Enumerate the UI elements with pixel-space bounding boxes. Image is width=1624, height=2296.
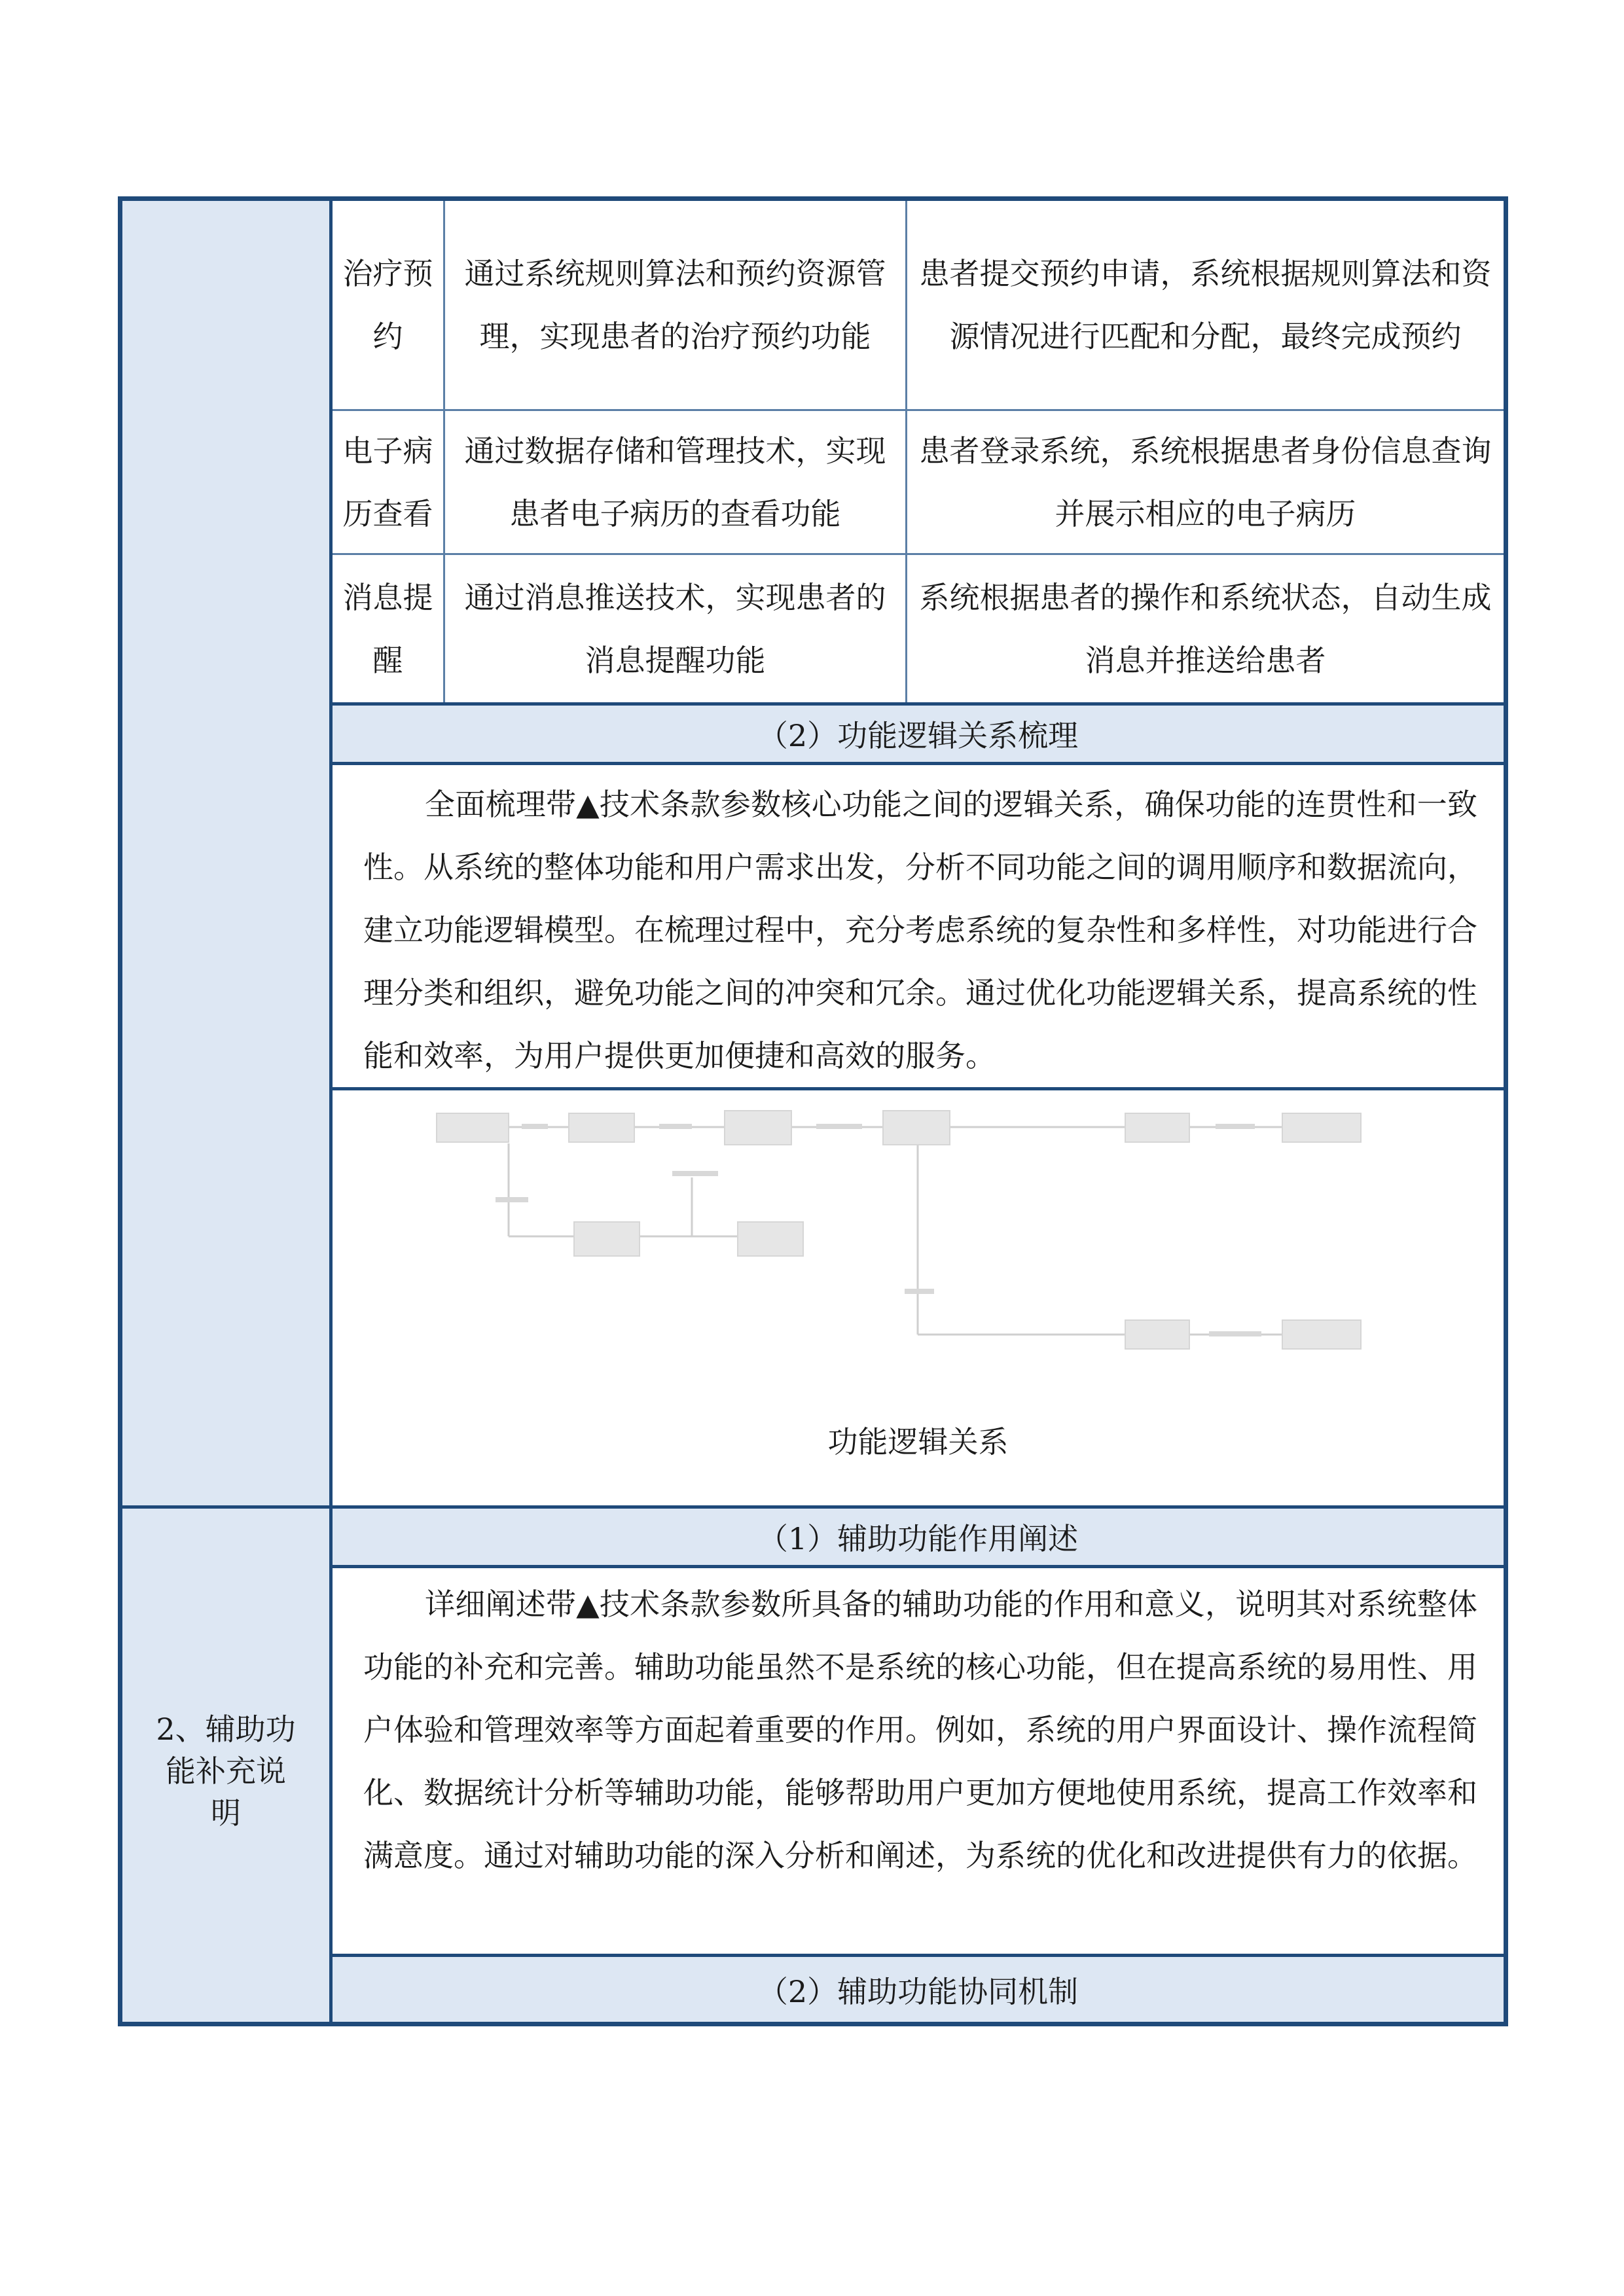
paragraph-logic: 全面梳理带▲技术条款参数核心功能之间的逻辑关系，确保功能的连贯性和一致性。从系统的整体功能和用户需求出发，分析不同功能之间的调用顺序和数据流向，建立功能逻辑模型。在梳理过程中，充分考虑系统的复杂性和多样性，对功能进行合理分类和组织，避免功能之间的冲突和冗余。通过优化功能逻辑关系，提高系统的性能和效率，为用户提供更加便捷和高效的服务。 <box>363 787 1477 1073</box>
section-label: 2、辅助功 能补充说 明 <box>156 1712 296 1831</box>
row-name-cell: 电子病 历查看 <box>342 433 433 531</box>
section-subheading: （1）辅助功能作用阐述 <box>333 1509 1504 1565</box>
diagram-node <box>738 1222 803 1256</box>
diagram-node <box>569 1113 634 1142</box>
row-flow-cell: 患者登录系统，系统根据患者身份信息查询并展示相应的电子病历 <box>919 433 1492 531</box>
section-subheading: （2）辅助功能协同机制 <box>333 1957 1504 2022</box>
row-name-cell: 消息提 醒 <box>342 579 433 678</box>
row-name-cell: 治疗预 约 <box>342 256 433 354</box>
diagram-node <box>437 1113 509 1142</box>
diagram-node <box>1282 1320 1361 1349</box>
document-table <box>118 196 1508 2026</box>
figure-caption: 功能逻辑关系 <box>827 1424 1009 1460</box>
paragraph-auxiliary: 详细阐述带▲技术条款参数所具备的辅助功能的作用和意义，说明其对系统整体功能的补充和完善。辅助功能虽然不是系统的核心功能，但在提高系统的易用性、用户体验和管理效率等方面起着重要的作用。例如，系统的用户界面设计、操作流程简化、数据统计分析等辅助功能，能够帮助用户更加方便地使用系统，提高工作效率和满意度。通过对辅助功能的深入分析和阐述，为系统的优化和改进提供有力的依据。 <box>363 1587 1477 1873</box>
row-desc-cell: 通过消息推送技术，实现患者的消息提醒功能 <box>464 579 886 678</box>
diagram-node <box>1125 1320 1189 1349</box>
diagram-node <box>1125 1113 1189 1142</box>
diagram-node <box>1282 1113 1361 1142</box>
row-desc-cell: 通过系统规则算法和预约资源管理，实现患者的治疗预约功能 <box>464 256 886 354</box>
diagram-node <box>883 1111 950 1145</box>
diagram-node <box>574 1222 640 1256</box>
section-subheading: （2）功能逻辑关系梳理 <box>333 706 1504 762</box>
function-logic-diagram <box>424 1099 1536 1361</box>
row-flow-cell: 患者提交预约申请，系统根据规则算法和资源情况进行匹配和分配，最终完成预约 <box>919 256 1492 354</box>
row-desc-cell: 通过数据存储和管理技术，实现患者电子病历的查看功能 <box>464 433 886 531</box>
diagram-node <box>725 1111 791 1145</box>
row-flow-cell: 系统根据患者的操作和系统状态，自动生成消息并推送给患者 <box>919 579 1492 678</box>
